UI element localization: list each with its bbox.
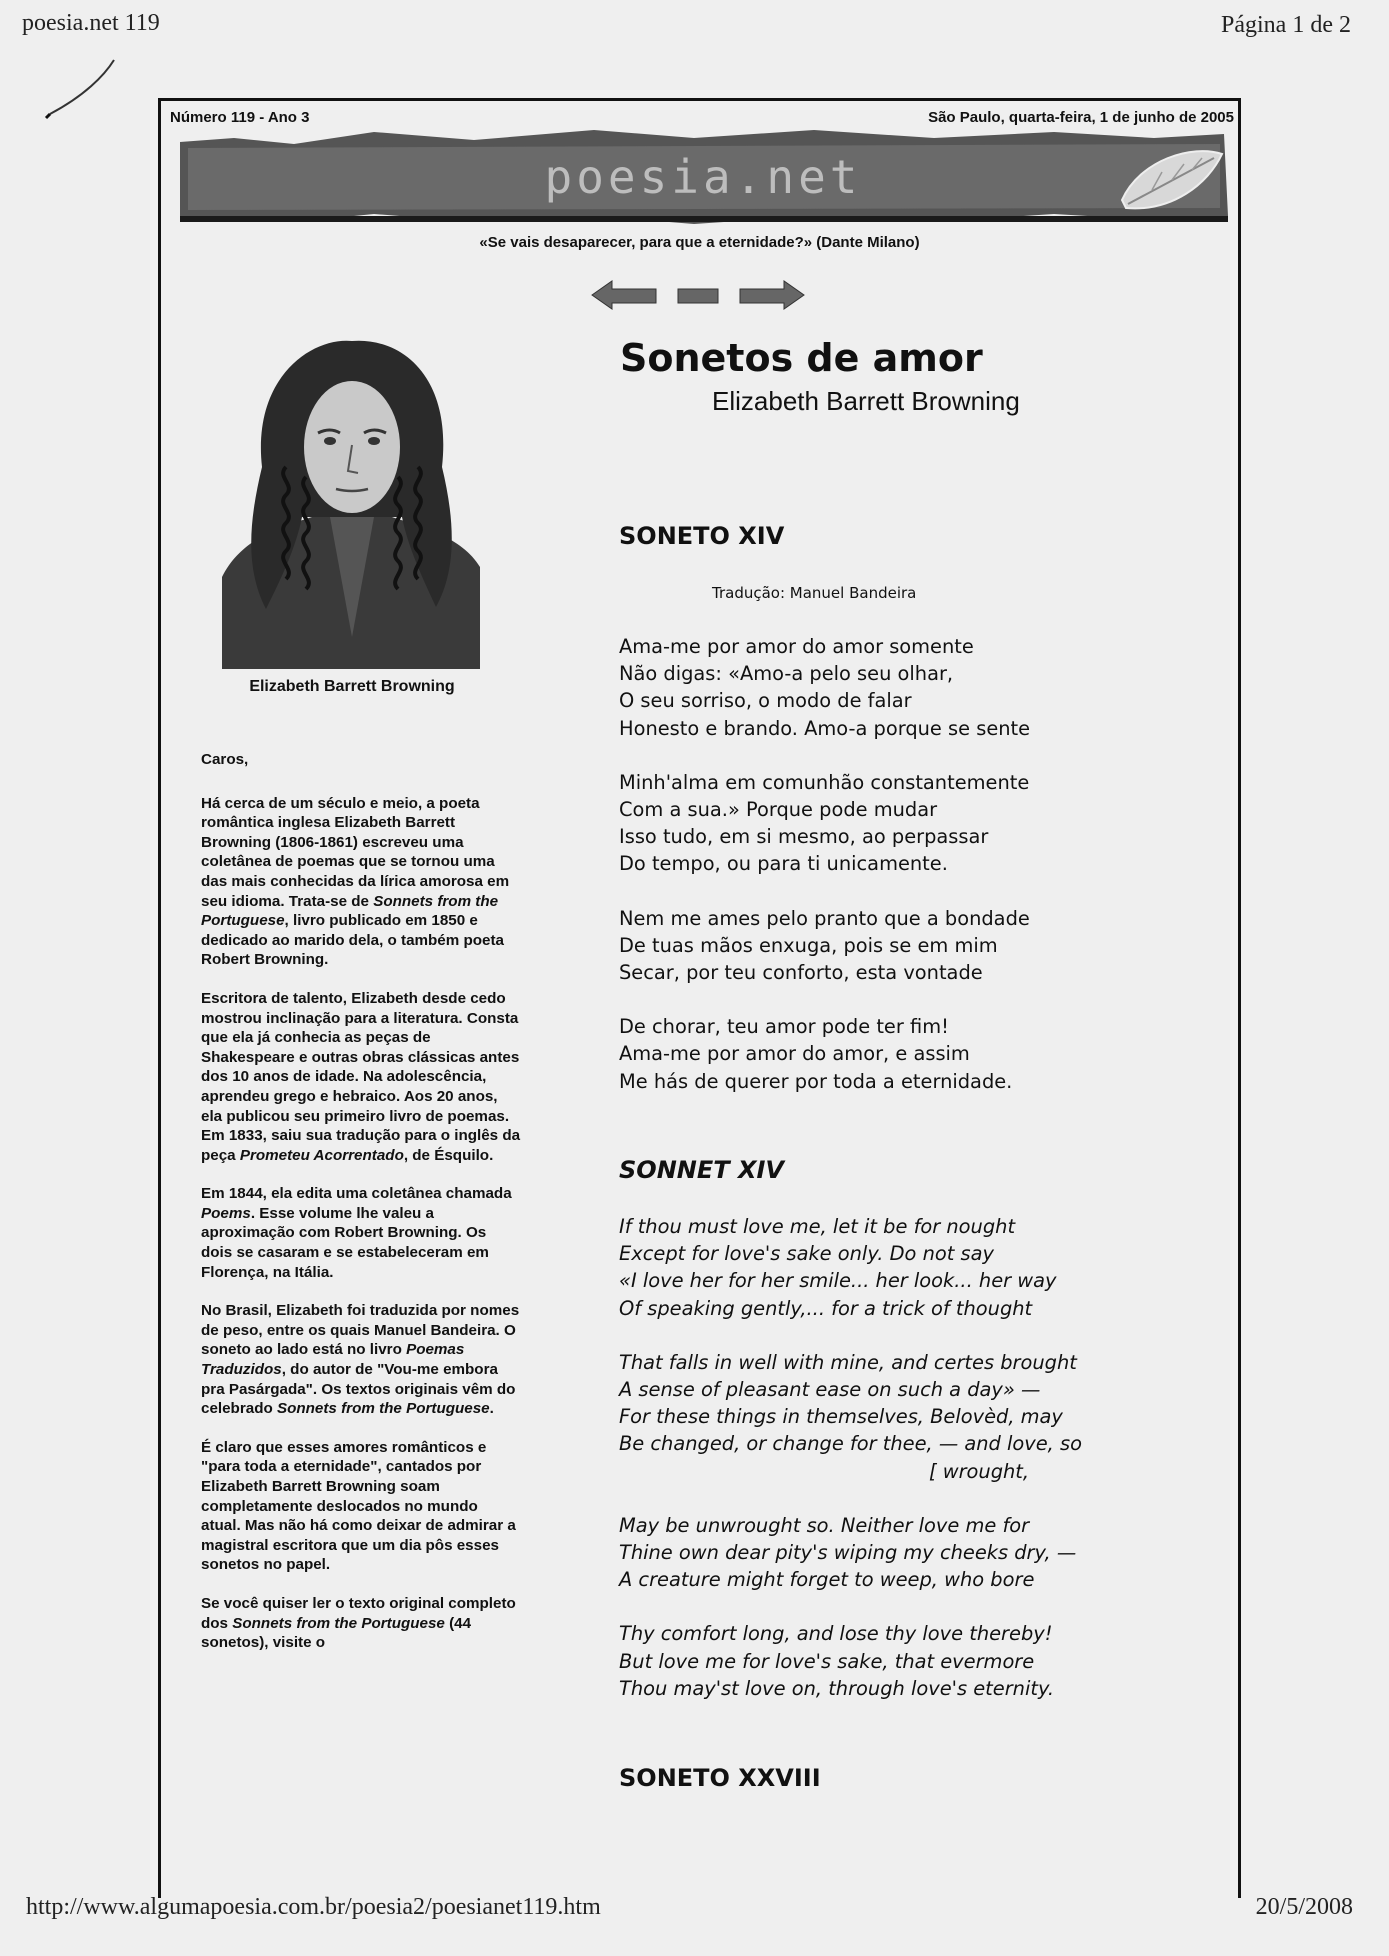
pen-mark-icon — [44, 56, 120, 120]
poem-line: Honesto e brando. Amo-a porque se sente — [619, 716, 1031, 740]
poem-line: If thou must love me, let it be for nought — [619, 1215, 1016, 1238]
italic-title: Prometeu Acorrentado — [239, 1146, 404, 1164]
sonnet-en-text — [619, 1213, 1082, 1729]
text-run: . Esse volume lhe valeu a aproximação com Robert Browning. Os dois se casaram e se estabeleceram em Florença, na Itália. — [201, 1204, 489, 1281]
poem-line: For these things in themselves, Belovèd, may — [619, 1405, 1063, 1429]
poem-line: May be unwrought so. Neither love me for — [619, 1513, 1030, 1537]
poem-line: Thou may'st love on, through love's eternity. — [619, 1676, 1055, 1700]
poem-line: Me hás de querer por toda a eternidade. — [619, 1069, 1013, 1093]
letter-paragraph — [201, 1594, 521, 1653]
article-author: Elizabeth Barrett Browning — [712, 386, 1020, 416]
issue-navigation — [590, 277, 810, 313]
letter-paragraph — [201, 794, 521, 970]
letter-paragraphs — [201, 794, 521, 1653]
stanza — [619, 769, 1030, 878]
stanza — [619, 1213, 1082, 1322]
translator-credit: Tradução: Manuel Bandeira — [712, 584, 917, 602]
text-run: Há cerca de um século e meio, a poeta romântica inglesa Elizabeth Barrett Browning (1806-1861) escreveu uma coletânea de poemas que se tornou uma das mais conhecidas da lírica amorosa em seu idioma. Trata-se de — [201, 794, 510, 910]
text-run: Se você quiser ler o texto original completo dos — [201, 1594, 516, 1632]
poem-line: Com a sua.» Porque pode mudar — [619, 798, 938, 822]
stanza — [619, 905, 1030, 987]
text-run: (44 sonetos), visite o — [201, 1614, 472, 1652]
home-icon[interactable] — [678, 289, 718, 303]
author-portrait — [222, 337, 480, 669]
print-footer-url[interactable]: http://www.algumapoesia.com.br/poesia2/poesianet119.htm — [26, 1894, 601, 1920]
letter-paragraph — [201, 989, 521, 1165]
poem-line: De tuas mãos enxuga, pois se em mim — [619, 933, 998, 957]
poem-line: Thine own dear pity's wiping my cheeks dry, — — [619, 1541, 1077, 1565]
soneto-pt-heading: SONETO XIV — [619, 522, 785, 550]
editorial-letter — [201, 750, 521, 1672]
stanza — [619, 1013, 1030, 1095]
poem-line: Nem me ames pelo pranto que a bondade — [619, 906, 1030, 930]
italic-title: Sonnets from the Portuguese — [201, 892, 499, 930]
poem-line: Do tempo, ou para ti unicamente. — [619, 852, 948, 876]
poem-line: Ama-me por amor do amor somente — [619, 635, 974, 658]
portrait-caption: Elizabeth Barrett Browning — [249, 678, 455, 695]
text-run: Escritora de talento, Elizabeth desde cedo mostrou inclinação para a literatura. Consta que ela já conhecia as peças de Shakespeare e outras obras clássicas antes dos 10 anos de idade. Na adolescência, aprendeu grego e hebraico. Aos 20 anos, ela publicou seu primeiro livro de poemas. Em 1833, saiu sua tradução para o inglês da peça — [201, 989, 521, 1164]
stanza — [619, 633, 1030, 742]
poem-line: Não digas: «Amo-a pelo seu olhar, — [619, 662, 954, 686]
site-logo: poesia.net — [544, 150, 862, 204]
masthead-banner — [174, 124, 1232, 230]
poem-line: Minh'alma em comunhão constantemente — [619, 770, 1030, 794]
italic-title: Poems — [201, 1204, 251, 1222]
motto: «Se vais desaparecer, para que a eternidade?» (Dante Milano) — [479, 234, 920, 251]
poem-line: Thy comfort long, and lose thy love thereby! — [619, 1622, 1053, 1646]
poem-line: Except for love's sake only. Do not say — [619, 1242, 994, 1266]
print-header-left: poesia.net 119 — [22, 10, 160, 36]
poem-line: Be changed, or change for thee, — and love, so — [619, 1432, 1082, 1456]
poem-line: That falls in well with mine, and certes brought — [619, 1350, 1077, 1374]
poem-line: Ama-me por amor do amor, e assim — [619, 1042, 970, 1066]
soneto-pt-text — [619, 633, 1030, 1122]
sonnet-en-heading: SONNET XIV — [619, 1156, 784, 1184]
poem-line: «I love her for her smile... her look... her way — [619, 1269, 1057, 1293]
stanza — [619, 1349, 1082, 1485]
poem-line: A sense of pleasant ease on such a day» — — [619, 1378, 1041, 1402]
print-header-right: Página 1 de 2 — [1221, 12, 1351, 38]
stanza — [619, 1620, 1082, 1702]
poem-line: Of speaking gently,... for a trick of thought — [619, 1296, 1033, 1320]
letter-paragraph — [201, 1301, 521, 1419]
poem-line: Isso tudo, em si mesmo, ao perpassar — [619, 825, 989, 849]
text-run: , livro publicado em 1850 e dedicado ao marido dela, o também poeta Robert Browning. — [201, 912, 504, 969]
italic-title: Sonnets from the Portuguese — [232, 1614, 445, 1632]
letter-paragraph — [201, 1184, 521, 1282]
poem-line: De chorar, teu amor pode ter fim! — [619, 1015, 949, 1039]
text-run: , do autor de "Vou-me embora pra Pasárgada". Os textos originais vêm do celebrado — [201, 1361, 516, 1418]
italic-title: Sonnets from the Portuguese — [276, 1400, 490, 1418]
poem-line: O seu sorriso, o modo de falar — [619, 689, 912, 713]
letter-paragraph — [201, 1438, 521, 1575]
text-run: . — [489, 1400, 494, 1418]
issue-date: São Paulo, quarta-feira, 1 de junho de 2005 — [928, 109, 1234, 126]
previous-arrow-icon[interactable] — [592, 281, 656, 309]
poem-line: [ wrought, — [929, 1459, 1030, 1483]
text-run: No Brasil, Elizabeth foi traduzida por nomes de peso, entre os quais Manuel Bandeira. O soneto ao lado está no livro — [201, 1302, 520, 1359]
next-arrow-icon[interactable] — [740, 281, 804, 309]
poem-line: A creature might forget to weep, who bore — [619, 1568, 1035, 1592]
poem-line: But love me for love's sake, that evermore — [619, 1649, 1035, 1673]
poem-line: Secar, por teu conforto, esta vontade — [619, 961, 983, 985]
stanza — [619, 1512, 1082, 1594]
page-title: Sonetos de amor — [620, 336, 983, 380]
text-run: Em 1844, ela edita uma coletânea chamada — [201, 1185, 512, 1203]
text-run: , de Ésquilo. — [403, 1146, 494, 1164]
text-run: É claro que esses amores românticos e "para toda a eternidade", cantados por Elizabeth Barrett Browning soam completamente deslocados no mundo atual. Mas não há como deixar de admirar a magistral escritora que um dia pôs esses sonetos no papel. — [201, 1438, 516, 1574]
italic-title: Poemas Traduzidos — [201, 1341, 465, 1379]
print-footer-date: 20/5/2008 — [1255, 1894, 1353, 1920]
letter-greeting: Caros, — [201, 751, 249, 768]
soneto-xxviii-heading: SONETO XXVIII — [619, 1764, 821, 1792]
issue-number: Número 119 - Ano 3 — [170, 109, 310, 126]
